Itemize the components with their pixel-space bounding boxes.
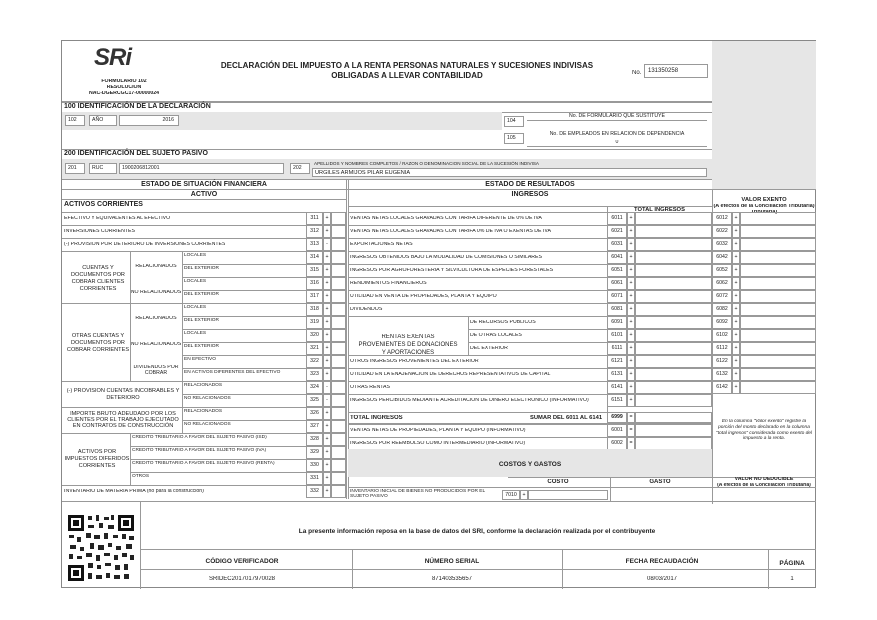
activo-row-323-value[interactable] bbox=[331, 368, 346, 381]
ingreso-row-6071-sign: + bbox=[627, 290, 635, 303]
ingreso-row-6031-sign: + bbox=[627, 238, 635, 251]
activo-row-330-code: 330 bbox=[306, 459, 323, 472]
activo-sub-label: LOCALES bbox=[184, 279, 207, 284]
group-provision: (-) PROVISIÓN CUENTAS INCOBRABLES Y DETERIORO bbox=[66, 388, 180, 401]
activo-sub-label: DEL EXTERIOR bbox=[184, 344, 220, 349]
ingreso-row-6101-exento-value[interactable] bbox=[740, 329, 816, 342]
form-number: FORMULARIO 102 bbox=[101, 79, 147, 84]
ingreso-row-6121-code: 6121 bbox=[607, 355, 627, 368]
ingreso-row-6151-code: 6151 bbox=[607, 394, 627, 407]
activo-row-331-value[interactable] bbox=[331, 472, 346, 485]
activo-row-320-code: 320 bbox=[306, 329, 323, 342]
ingreso-row-6081-exento-sign: + bbox=[732, 303, 740, 316]
activo-row-317-value[interactable] bbox=[331, 290, 346, 303]
activo-sub-label: CRÉDITO TRIBUTARIO A FAVOR DEL SUJETO PASIVO (IVA) bbox=[132, 448, 267, 453]
ingreso-row-label: OTRAS RENTAS bbox=[350, 385, 390, 390]
total-ingresos-code: 6999 bbox=[607, 412, 627, 423]
activo-row-327-value[interactable] bbox=[331, 420, 346, 433]
form-title-line1: DECLARACIÓN DEL IMPUESTO A LA RENTA PERSONAS NATURALES Y SUCESIONES INDIVISAS bbox=[220, 61, 594, 70]
activo-row-317-sign: + bbox=[323, 290, 331, 303]
code-202: 202 bbox=[290, 163, 310, 174]
activo-row-326-value[interactable] bbox=[331, 407, 346, 420]
pg-value: 1 bbox=[790, 576, 794, 582]
activo-row-315-value[interactable] bbox=[331, 264, 346, 277]
ingreso-row-6091-sign: + bbox=[627, 316, 635, 329]
sustituye-label[interactable]: No. DE FORMULARIO QUE SUSTITUYE bbox=[527, 113, 707, 121]
ingreso-row-6061-exento-sign: + bbox=[732, 277, 740, 290]
activo-row-313-value[interactable] bbox=[331, 238, 346, 251]
activo-row-332-code: 332 bbox=[306, 485, 323, 498]
ingreso-row-6011-exento-sign: + bbox=[732, 212, 740, 225]
activo-sub-label: RELACIONADOS bbox=[184, 409, 223, 414]
rentas-row-label: DE OTRAS LOCALES bbox=[470, 333, 522, 338]
ruc-label: RUC bbox=[89, 163, 117, 174]
inventario-label: INVENTARIO DE MATERIA PRIMA (no para la construcción) bbox=[64, 489, 204, 494]
activo-row-321-sign: + bbox=[323, 342, 331, 355]
ingreso-row-6011-exento-code: 6012 bbox=[712, 212, 732, 225]
ingreso-row-6091-exento-sign: + bbox=[732, 316, 740, 329]
group-importe: IMPORTE BRUTO ADEUDADO POR LOS CLIENTES POR EL TRABAJO EJECUTADO EN CONTRATOS DE CONSTRUCCIÓN bbox=[67, 411, 179, 430]
activo-row-328-sign: + bbox=[323, 433, 331, 446]
activo-row-325-code: 325 bbox=[306, 394, 323, 407]
activo-sub-label: RELACIONADOS bbox=[184, 383, 223, 388]
ingreso-row-6071-exento-sign: + bbox=[732, 290, 740, 303]
ns-value: 871403535657 bbox=[431, 576, 473, 582]
section-100-title: 100 IDENTIFICACIÓN DE LA DECLARACIÓN bbox=[64, 103, 211, 110]
ingreso-row-6041-code: 6041 bbox=[607, 251, 627, 264]
ingreso-row-6021-code: 6021 bbox=[607, 225, 627, 238]
ingreso-row-label: DIVIDENDOS bbox=[350, 307, 383, 312]
code-105: 105 bbox=[504, 133, 524, 144]
name-value[interactable]: URGILES ARMIJOS PILAR EUGENIA bbox=[312, 168, 707, 177]
sub-relacionados-2: RELACIONADOS bbox=[135, 316, 177, 321]
ingreso-row-6061-code: 6061 bbox=[607, 277, 627, 290]
activo-row-label: INVERSIONES CORRIENTES bbox=[64, 229, 135, 234]
ingreso-row-6071-exento-value[interactable] bbox=[740, 290, 816, 303]
ingreso-row-6011-sign: + bbox=[627, 212, 635, 225]
ingresos-title: INGRESOS bbox=[511, 191, 549, 198]
ingreso-row-6101-sign: + bbox=[627, 329, 635, 342]
activo-row-327-code: 327 bbox=[306, 420, 323, 433]
ingreso-row-6041-value[interactable] bbox=[635, 251, 712, 264]
activo-row-326-code: 326 bbox=[306, 407, 323, 420]
ingreso-row-label: OTROS INGRESOS PROVENIENTES DEL EXTERIOR bbox=[350, 359, 479, 364]
form-resolution: RESOLUCIÓN bbox=[106, 85, 142, 90]
costos-gastos-title: COSTOS Y GASTOS bbox=[498, 461, 562, 468]
pg-label: PÁGINA bbox=[779, 560, 805, 567]
activo-row-324-sign: - bbox=[323, 381, 331, 394]
ingreso-row-6111-exento-code: 6112 bbox=[712, 342, 732, 355]
ingreso-row-6061-sign: + bbox=[627, 277, 635, 290]
section-200-title: 200 IDENTIFICACIÓN DEL SUJETO PASIVO bbox=[64, 150, 208, 157]
ingreso-row-6151-sign: + bbox=[627, 394, 635, 407]
activo-row-319-sign: + bbox=[323, 316, 331, 329]
sub-no-relacionados-1: NO RELACIONADOS bbox=[130, 290, 182, 295]
ingreso-row-6121-exento-value[interactable] bbox=[740, 355, 816, 368]
estado-sf-title: ESTADO DE SITUACIÓN FINANCIERA bbox=[141, 181, 267, 188]
sub-no-relacionados-2: NO RELACIONADOS bbox=[130, 342, 182, 347]
activo-row-311-value[interactable] bbox=[331, 212, 346, 225]
activo-row-318-sign: + bbox=[323, 303, 331, 316]
ingreso-row-6031-value[interactable] bbox=[635, 238, 712, 251]
ingreso-row-6051-exento-value[interactable] bbox=[740, 264, 816, 277]
ingreso-row-6101-code: 6101 bbox=[607, 329, 627, 342]
ingreso-row-6071-value[interactable] bbox=[635, 290, 712, 303]
ingreso-row-6051-exento-sign: + bbox=[732, 264, 740, 277]
total-ingresos-sumar: SUMAR DEL 6011 AL 6141 bbox=[530, 415, 603, 421]
ingreso-row-6021-exento-value[interactable] bbox=[740, 225, 816, 238]
activo-row-314-value[interactable] bbox=[331, 251, 346, 264]
qr-code bbox=[66, 513, 136, 583]
activo-row-330-sign: + bbox=[323, 459, 331, 472]
ingreso-row-label: RENDIMIENTOS FINANCIEROS bbox=[350, 281, 427, 286]
activo-sub-label: NO RELACIONADOS bbox=[184, 422, 231, 427]
activo-sub-label: NO RELACIONADOS bbox=[184, 396, 231, 401]
activo-row-318-code: 318 bbox=[306, 303, 323, 316]
cv-label: CÓDIGO VERIFICADOR bbox=[205, 558, 279, 565]
fr-label: FECHA RECAUDACIÓN bbox=[625, 558, 699, 565]
code-201: 201 bbox=[65, 163, 85, 174]
vnd-subheader: (A efectos de la Conciliación Tributaria) bbox=[717, 483, 811, 488]
ingreso-row-6021-value[interactable] bbox=[635, 225, 712, 238]
anio-value[interactable]: 2016 bbox=[119, 115, 179, 126]
total-ingresos-eq: = bbox=[627, 412, 635, 423]
activo-sub-label: DEL EXTERIOR bbox=[184, 266, 220, 271]
ingreso-row-6081-sign: + bbox=[627, 303, 635, 316]
ingreso-row-6111-sign: + bbox=[627, 342, 635, 355]
header-right-shade bbox=[712, 41, 816, 189]
sub-dividendos: DIVIDENDOS POR COBRAR bbox=[133, 365, 179, 376]
no-value: 131350258 bbox=[644, 64, 708, 78]
ingreso-row-6091-exento-code: 6092 bbox=[712, 316, 732, 329]
form-page bbox=[61, 40, 816, 588]
activo-row-328-code: 328 bbox=[306, 433, 323, 446]
ingreso-row-6131-exento-value[interactable] bbox=[740, 368, 816, 381]
activo-row-324-value[interactable] bbox=[331, 381, 346, 394]
ingreso-row-6131-exento-code: 6132 bbox=[712, 368, 732, 381]
ingreso-row-label: EXPORTACIONES NETAS bbox=[350, 242, 413, 247]
activo-row-315-code: 315 bbox=[306, 264, 323, 277]
total-ingresos-label: TOTAL INGRESOS bbox=[350, 415, 403, 421]
ingreso-row-6071-exento-code: 6072 bbox=[712, 290, 732, 303]
ingreso-row-6011-code: 6011 bbox=[607, 212, 627, 225]
ingreso-row-6002-sign: = bbox=[627, 437, 635, 450]
inventario-inicial-sign: + bbox=[520, 490, 528, 500]
activo-row-320-value[interactable] bbox=[331, 329, 346, 342]
ingreso-informativo-label: INGRESOS POR REEMBOLSO COMO INTERMEDIARIO (INFORMATIVO) bbox=[350, 441, 526, 446]
activo-row-324-code: 324 bbox=[306, 381, 323, 394]
activo-sub-label: LOCALES bbox=[184, 331, 207, 336]
activo-row-330-value[interactable] bbox=[331, 459, 346, 472]
activo-row-322-code: 322 bbox=[306, 355, 323, 368]
ingreso-row-label: INGRESOS OBTENIDOS BAJO LA MODALIDAD DE COMISIONES O SIMILARES bbox=[350, 255, 542, 260]
activo-row-321-code: 321 bbox=[306, 342, 323, 355]
ingreso-row-6031-exento-code: 6032 bbox=[712, 238, 732, 251]
ingreso-row-6081-exento-code: 6082 bbox=[712, 303, 732, 316]
activo-sub-label: CRÉDITO TRIBUTARIO A FAVOR DEL SUJETO PASIVO (ISD) bbox=[132, 435, 267, 440]
total-ingresos-header: TOTAL INGRESOS bbox=[634, 207, 685, 213]
activo-row-316-sign: + bbox=[323, 277, 331, 290]
ingreso-row-label: UTILIDAD EN VENTA DE PROPIEDADES, PLANTA Y EQUIPO bbox=[350, 294, 497, 299]
activo-title: ACTIVO bbox=[190, 191, 218, 198]
activo-row-329-value[interactable] bbox=[331, 446, 346, 459]
ingreso-row-6041-exento-code: 6042 bbox=[712, 251, 732, 264]
rentas-row-label: DE RECURSOS PÚBLICOS bbox=[470, 320, 536, 325]
activos-corrientes-title: ACTIVOS CORRIENTES bbox=[64, 201, 143, 208]
ingreso-row-6121-exento-sign: + bbox=[732, 355, 740, 368]
code-102: 102 bbox=[65, 115, 85, 126]
activo-row-316-code: 316 bbox=[306, 277, 323, 290]
form-title-line2: OBLIGADAS A LLEVAR CONTABILIDAD bbox=[331, 71, 483, 80]
rentas-row-label: DEL EXTERIOR bbox=[470, 346, 508, 351]
ingreso-row-6101-exento-code: 6102 bbox=[712, 329, 732, 342]
ingreso-row-6111-code: 6111 bbox=[607, 342, 627, 355]
nota-valor-exento: En la columna "Valor exento" registre la porción del monto declarado en la columna "total ingresos" considerada como exento del impuesto a la renta. bbox=[716, 419, 812, 442]
ingreso-row-6061-value[interactable] bbox=[635, 277, 712, 290]
activo-row-328-value[interactable] bbox=[331, 433, 346, 446]
no-label: No. bbox=[632, 70, 642, 76]
rentas-exentas-label: RENTAS EXENTAS PROVENIENTES DE DONACIONES Y APORTACIONES bbox=[358, 334, 458, 356]
activo-row-322-value[interactable] bbox=[331, 355, 346, 368]
activo-row-312-sign: + bbox=[323, 225, 331, 238]
activo-sub-label: EN ACTIVOS DIFERENTES DEL EFECTIVO bbox=[184, 370, 281, 375]
activo-row-319-value[interactable] bbox=[331, 316, 346, 329]
activo-row-321-value[interactable] bbox=[331, 342, 346, 355]
empleados-label: No. DE EMPLEADOS EN RELACIÓN DE DEPENDENCIA bbox=[549, 131, 685, 137]
ingreso-row-6141-exento-code: 6142 bbox=[712, 381, 732, 394]
inventario-inicial-code: 7010 bbox=[502, 490, 520, 500]
ingreso-row-6001-code: 6001 bbox=[607, 424, 627, 437]
ingreso-row-6141-code: 6141 bbox=[607, 381, 627, 394]
activo-row-313-sign: - bbox=[323, 238, 331, 251]
cv-value: SRIDEC2017017970028 bbox=[208, 576, 276, 582]
costo-header: COSTO bbox=[547, 479, 569, 485]
activo-row-317-code: 317 bbox=[306, 290, 323, 303]
ingreso-row-6051-value[interactable] bbox=[635, 264, 712, 277]
activo-row-311-code: 311 bbox=[306, 212, 323, 225]
activo-row-312-code: 312 bbox=[306, 225, 323, 238]
activo-sub-label: DEL EXTERIOR bbox=[184, 318, 220, 323]
activo-row-332-sign: + bbox=[323, 485, 331, 498]
valor-exento-subheader: (A efectos de la Conciliación Tributaria) bbox=[713, 204, 815, 209]
activo-row-332-value[interactable] bbox=[331, 485, 346, 498]
sri-logo: SRi bbox=[94, 44, 132, 71]
ruc-value[interactable]: 1900206812001 bbox=[119, 163, 284, 174]
activo-sub-label: DEL EXTERIOR bbox=[184, 292, 220, 297]
activo-row-329-code: 329 bbox=[306, 446, 323, 459]
activo-row-325-sign: - bbox=[323, 394, 331, 407]
group-cuentas: CUENTAS Y DOCUMENTOS POR COBRAR CLIENTES CORRIENTES bbox=[71, 265, 125, 292]
activo-sub-label: EN EFECTIVO bbox=[184, 357, 216, 362]
total-ingresos-value[interactable] bbox=[635, 412, 712, 423]
activo-row-label: (-) PROVISIÓN POR DETERIORO DE INVERSIONES CORRIENTES bbox=[64, 242, 226, 247]
ingreso-row-6021-exento-sign: + bbox=[732, 225, 740, 238]
ingreso-row-6141-sign: + bbox=[627, 381, 635, 394]
inventario-inicial-label: INVENTARIO INICIAL DE BIENES NO PRODUCIDOS POR EL SUJETO PASIVO bbox=[350, 489, 485, 500]
ingreso-row-6011-value[interactable] bbox=[635, 212, 712, 225]
ingreso-row-label: INGRESOS POR AGROFORESTERÍA Y SILVICULTURA DE ESPECIES FORESTALES bbox=[350, 268, 554, 273]
ingreso-row-6031-code: 6031 bbox=[607, 238, 627, 251]
ingreso-row-6091-exento-value[interactable] bbox=[740, 316, 816, 329]
ingreso-row-6061-exento-value[interactable] bbox=[740, 277, 816, 290]
activo-row-314-code: 314 bbox=[306, 251, 323, 264]
code-104: 104 bbox=[504, 116, 524, 127]
ingreso-row-6081-value[interactable] bbox=[635, 303, 712, 316]
activo-sub-label: LOCALES bbox=[184, 253, 207, 258]
valor-exento-subheader-2: Tributaria) bbox=[750, 210, 778, 215]
empleados-value[interactable]: 0 bbox=[527, 140, 707, 147]
activo-sub-label: CRÉDITO TRIBUTARIO A FAVOR DEL SUJETO PASIVO (RENTA) bbox=[132, 461, 275, 466]
group-otras: OTRAS CUENTAS Y DOCUMENTOS POR COBRAR CORRIENTES bbox=[66, 333, 130, 353]
ingreso-row-6011-exento-value[interactable] bbox=[740, 212, 816, 225]
ingreso-row-6131-sign: + bbox=[627, 368, 635, 381]
ingreso-row-6051-exento-code: 6052 bbox=[712, 264, 732, 277]
ingreso-row-6081-code: 6081 bbox=[607, 303, 627, 316]
valor-exento-header: VALOR EXENTO bbox=[741, 197, 787, 203]
activo-row-313-code: 313 bbox=[306, 238, 323, 251]
vnd-header: VALOR NO DEDUCIBLE bbox=[734, 477, 794, 482]
ingreso-row-6071-code: 6071 bbox=[607, 290, 627, 303]
form-resolution-code: NAC-DGERCGC17-00000024 bbox=[88, 91, 160, 96]
activo-row-323-code: 323 bbox=[306, 368, 323, 381]
anio-label: AÑO bbox=[89, 115, 117, 126]
ingreso-row-6091-value[interactable] bbox=[635, 316, 712, 329]
ingreso-row-6121-value[interactable] bbox=[635, 355, 712, 368]
ingreso-row-6121-sign: + bbox=[627, 355, 635, 368]
activo-row-329-sign: + bbox=[323, 446, 331, 459]
estado-res-title: ESTADO DE RESULTADOS bbox=[485, 181, 575, 188]
ingreso-row-6041-exento-sign: + bbox=[732, 251, 740, 264]
ingreso-row-6101-exento-sign: + bbox=[732, 329, 740, 342]
ingreso-row-6031-exento-sign: + bbox=[732, 238, 740, 251]
ingreso-row-6131-value[interactable] bbox=[635, 368, 712, 381]
ingreso-row-6151-value[interactable] bbox=[635, 394, 712, 407]
ingreso-row-6002-code: 6002 bbox=[607, 437, 627, 450]
ingreso-row-6081-exento-value[interactable] bbox=[740, 303, 816, 316]
footer-info: La presente información reposa en la base de datos del SRI, conforme la declaración realizada por el contribuyente bbox=[298, 528, 656, 535]
ingreso-row-6021-exento-code: 6022 bbox=[712, 225, 732, 238]
group-activos-imp: ACTIVOS POR IMPUESTOS DIFERIDOS CORRIENTES bbox=[64, 449, 130, 469]
activo-row-316-value[interactable] bbox=[331, 277, 346, 290]
ns-label: NÚMERO SERIAL bbox=[424, 558, 480, 565]
activo-row-319-code: 319 bbox=[306, 316, 323, 329]
ingreso-row-label: UTILIDAD EN LA ENAJENACIÓN DE DERECHOS REPRESENTATIVOS DE CAPITAL bbox=[350, 372, 551, 377]
ingreso-row-6101-value[interactable] bbox=[635, 329, 712, 342]
activo-row-label: EFECTIVO Y EQUIVALENTES AL EFECTIVO bbox=[64, 216, 171, 221]
ingreso-row-6141-exento-sign: + bbox=[732, 381, 740, 394]
ingreso-row-6051-sign: + bbox=[627, 264, 635, 277]
ingreso-row-6091-code: 6091 bbox=[607, 316, 627, 329]
ingreso-row-6051-code: 6051 bbox=[607, 264, 627, 277]
activo-sub-label: OTROS bbox=[132, 474, 150, 479]
ingreso-row-6131-exento-sign: + bbox=[732, 368, 740, 381]
inventario-inicial-value[interactable] bbox=[528, 490, 608, 500]
ingreso-row-6021-sign: + bbox=[627, 225, 635, 238]
activo-row-323-sign: + bbox=[323, 368, 331, 381]
gasto-header: GASTO bbox=[649, 479, 671, 485]
ingreso-row-6111-exento-value[interactable] bbox=[740, 342, 816, 355]
activo-row-325-value[interactable] bbox=[331, 394, 346, 407]
name-label: APELLIDOS Y NOMBRES COMPLETOS / RAZON O DENOMINACION SOCIAL DE LA SUCESIÓN INDIVISA bbox=[314, 161, 539, 166]
activo-row-311-sign: + bbox=[323, 212, 331, 225]
ingreso-row-6111-value[interactable] bbox=[635, 342, 712, 355]
ingreso-row-label: VENTAS NETAS LOCALES GRAVADAS CON TARIFA DIFERENTE DE 0% DE IVA bbox=[350, 216, 542, 221]
ingreso-row-label: VENTAS NETAS LOCALES GRAVADAS CON TARIFA 0% DE IVA O EXENTAS DE IVA bbox=[350, 229, 551, 234]
activo-row-320-sign: + bbox=[323, 329, 331, 342]
activo-row-326-sign: + bbox=[323, 407, 331, 420]
sub-relacionados-1: RELACIONADOS bbox=[135, 264, 177, 269]
ingreso-row-6111-exento-sign: + bbox=[732, 342, 740, 355]
fr-value: 08/03/2017 bbox=[646, 576, 678, 582]
activo-row-331-code: 331 bbox=[306, 472, 323, 485]
ingreso-row-6121-exento-code: 6122 bbox=[712, 355, 732, 368]
activo-row-322-sign: + bbox=[323, 355, 331, 368]
ingreso-row-6041-sign: + bbox=[627, 251, 635, 264]
ingreso-row-6001-sign: = bbox=[627, 424, 635, 437]
ingreso-row-6041-exento-value[interactable] bbox=[740, 251, 816, 264]
ingreso-informativo-label: VENTAS NETAS DE PROPIEDADES, PLANTA Y EQUIPO (INFORMATIVO) bbox=[350, 428, 526, 433]
activo-row-331-sign: + bbox=[323, 472, 331, 485]
ingreso-row-6001-value[interactable] bbox=[635, 424, 712, 437]
ingreso-row-6131-code: 6131 bbox=[607, 368, 627, 381]
activo-row-312-value[interactable] bbox=[331, 225, 346, 238]
ingreso-row-6141-exento-value[interactable] bbox=[740, 381, 816, 394]
activo-row-315-sign: + bbox=[323, 264, 331, 277]
activo-row-327-sign: + bbox=[323, 420, 331, 433]
ingreso-row-6031-exento-value[interactable] bbox=[740, 238, 816, 251]
activo-row-318-value[interactable] bbox=[331, 303, 346, 316]
ingreso-row-6141-value[interactable] bbox=[635, 381, 712, 394]
activo-row-314-sign: + bbox=[323, 251, 331, 264]
ingreso-row-6061-exento-code: 6062 bbox=[712, 277, 732, 290]
activo-sub-label: LOCALES bbox=[184, 305, 207, 310]
ingreso-row-label: INGRESOS PERCIBIDOS MEDIANTE ACREDITACIÓN DE DINERO ELECTRÓNICO (INFORMATIVO) bbox=[350, 398, 589, 403]
